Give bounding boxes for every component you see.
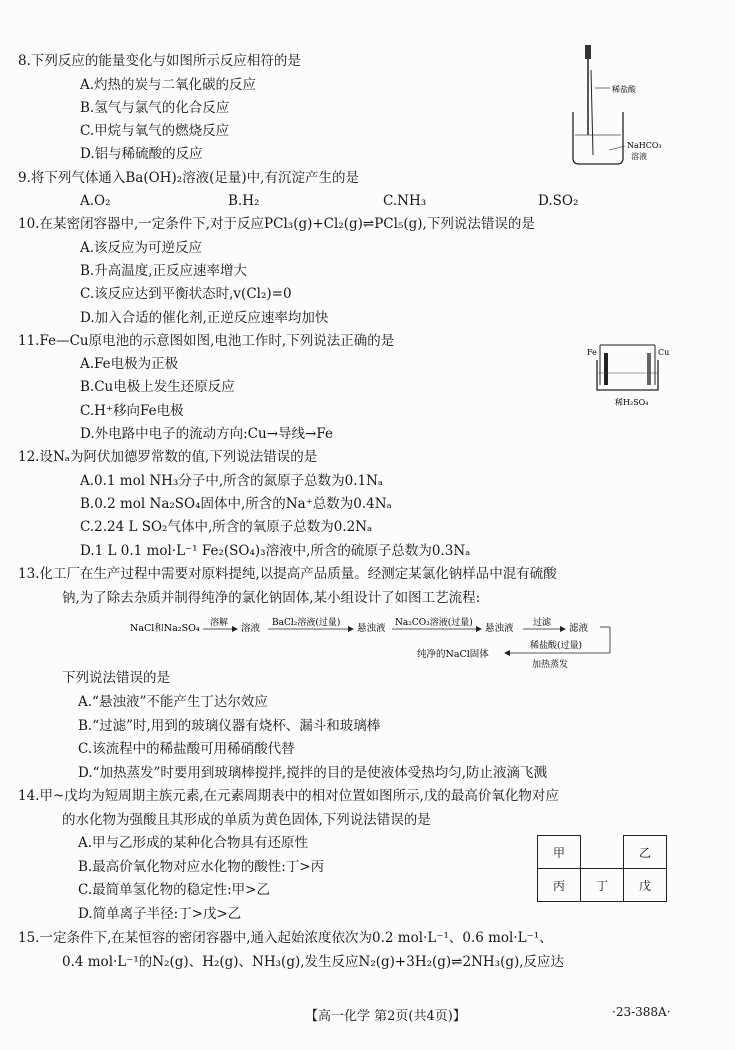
flow-step2-label: BaCl₂溶液(过量) bbox=[272, 618, 341, 628]
flow-arrowhead-2 bbox=[348, 626, 354, 632]
q11-option-b: B.Cu电极上发生还原反应 bbox=[80, 379, 235, 395]
cu-electrode bbox=[647, 353, 651, 385]
q8-option-d: D.铝与稀硫酸的反应 bbox=[80, 146, 203, 162]
flow-node1: 溶液 bbox=[241, 623, 261, 634]
thermometer bbox=[591, 70, 593, 155]
fig-label-cu: Cu bbox=[658, 348, 670, 357]
q13-option-c: C.该流程中的稀盐酸可用稀硝酸代替 bbox=[78, 741, 295, 757]
q13-option-b: B.“过滤”时,用到的玻璃仪器有烧杯、漏斗和玻璃棒 bbox=[78, 718, 381, 734]
q11-option-d: D.外电路中电子的流动方向:Cu→导线→Fe bbox=[80, 426, 333, 442]
q12-option-c: C.2.24 L SO₂气体中,所含的氧原子总数为0.2Nₐ bbox=[80, 519, 373, 535]
fig-label-solution: 溶液 bbox=[631, 152, 647, 161]
q15-line1: 15.一定条件下,在某恒容的密闭容器中,通入起始浓度依次为0.2 mol·L⁻¹、0.6 mol·L⁻¹、 bbox=[18, 930, 553, 946]
q9-stem: 9.将下列气体通入Ba(OH)₂溶液(足量)中,有沉淀产生的是 bbox=[18, 170, 359, 186]
periodic-table-fragment bbox=[537, 835, 667, 902]
process-flow-diagram bbox=[130, 615, 630, 670]
paper-code: ·23-388A· bbox=[612, 1005, 671, 1019]
cell-empty bbox=[581, 836, 624, 869]
dropper-bulb bbox=[585, 45, 591, 59]
beaker-dropper-figure bbox=[565, 40, 675, 170]
fe-electrode bbox=[604, 353, 608, 385]
q14-option-c: C.最简单氢化物的稳定性:甲>乙 bbox=[78, 882, 270, 898]
flow-arrowhead-3 bbox=[476, 626, 482, 632]
cell-ding: 丁 bbox=[581, 869, 624, 902]
fig-label-acid: 稀盐酸 bbox=[612, 85, 636, 94]
cell-yi: 乙 bbox=[624, 836, 667, 869]
flow-start: NaCl和Na₂SO₄ bbox=[130, 623, 200, 634]
q9-option-a: A.O₂ bbox=[80, 193, 111, 209]
q10-option-d: D.加入合适的催化剂,正逆反应速率均加快 bbox=[80, 310, 329, 326]
flow-node3: 悬浊液 bbox=[485, 623, 514, 634]
cell-bing: 丙 bbox=[538, 869, 581, 902]
flow-arrowhead-1 bbox=[232, 626, 238, 632]
q14-option-d: D.简单离子半径:丁>戊>乙 bbox=[78, 906, 242, 922]
q14-option-b: B.最高价氧化物对应水化物的酸性:丁>丙 bbox=[78, 859, 325, 875]
q10-option-c: C.该反应达到平衡状态时,v(Cl₂)=0 bbox=[80, 286, 292, 302]
flow-end: 纯净的NaCl固体 bbox=[417, 649, 489, 660]
q8-option-c: C.甲烷与氧气的燃烧反应 bbox=[80, 123, 230, 139]
q14-option-a: A.甲与乙形成的某种化合物具有还原性 bbox=[78, 835, 309, 851]
q9-option-d: D.SO₂ bbox=[538, 193, 579, 209]
q12-stem: 12.设Nₐ为阿伏加德罗常数的值,下列说法错误的是 bbox=[18, 449, 318, 465]
cell-wu: 戊 bbox=[624, 869, 667, 902]
q8-option-b: B.氢气与氯气的化合反应 bbox=[80, 100, 230, 116]
beaker bbox=[573, 112, 623, 164]
q13-sub-stem: 下列说法错误的是 bbox=[62, 670, 170, 686]
q11-option-a: A.Fe电极为正极 bbox=[80, 356, 179, 372]
q13-stem-line2: 钠,为了除去杂质并制得纯净的氯化钠固体,某小组设计了如图工艺流程: bbox=[62, 590, 481, 606]
fig-label-acid: 稀H₂SO₄ bbox=[615, 398, 649, 407]
q15-line2: 0.4 mol·L⁻¹的N₂(g)、H₂(g)、NH₃(g),发生反应N₂(g)+3H₂(g)⇌2NH₃(g),反应达 bbox=[62, 954, 565, 970]
q10-option-a: A.该反应为可逆反应 bbox=[80, 240, 203, 256]
q13-option-a: A.“悬浊液”不能产生丁达尔效应 bbox=[78, 694, 268, 710]
flow-step5-label: 稀盐酸(过量) bbox=[530, 641, 583, 651]
q12-option-a: A.0.1 mol NH₃分子中,所含的氮原子总数为0.1Nₐ bbox=[80, 473, 384, 489]
flow-arrowhead-5 bbox=[504, 650, 510, 656]
flow-node2: 悬浊液 bbox=[357, 623, 386, 634]
q8-option-a: A.灼热的炭与二氧化碳的反应 bbox=[80, 77, 257, 93]
q13-option-d: D.“加热蒸发”时要用到玻璃棒搅拌,搅拌的目的是使液体受热均匀,防止液滴飞溅 bbox=[78, 765, 548, 781]
q11-option-c: C.H⁺移向Fe电极 bbox=[80, 403, 184, 419]
q14-stem-line1: 14.甲~戊均为短周期主族元素,在元素周期表中的相对位置如图所示,戊的最高价氧化物对应 bbox=[18, 788, 559, 804]
flow-step1-label: 溶解 bbox=[210, 618, 229, 628]
q9-option-c: C.NH₃ bbox=[383, 193, 427, 209]
flow-step4-label: 过滤 bbox=[533, 618, 552, 628]
cell-jia: 甲 bbox=[538, 836, 581, 869]
page-footer: 【高一化学 第2页(共4页)】 bbox=[305, 1009, 466, 1024]
q8-stem: 8.下列反应的能量变化与如图所示反应相符的是 bbox=[18, 53, 301, 69]
flow-arrowhead-4 bbox=[560, 626, 566, 632]
q12-option-d: D.1 L 0.1 mol·L⁻¹ Fe₂(SO₄)₃溶液中,所含的硫原子总数为0.3Nₐ bbox=[80, 543, 471, 559]
q10-stem: 10.在某密闭容器中,一定条件下,对于反应PCl₃(g)+Cl₂(g)⇌PCl₅(g),下列说法错误的是 bbox=[18, 216, 535, 232]
q11-stem: 11.Fe—Cu原电池的示意图如图,电池工作时,下列说法正确的是 bbox=[18, 333, 395, 349]
flow-step3-label: Na₂CO₃溶液(过量) bbox=[395, 618, 473, 628]
flow-node4: 滤液 bbox=[569, 623, 589, 634]
q12-option-b: B.0.2 mol Na₂SO₄固体中,所含的Na⁺总数为0.4Nₐ bbox=[80, 496, 392, 512]
q9-option-b: B.H₂ bbox=[228, 193, 260, 209]
fig-label-nahco3: NaHCO₃ bbox=[627, 141, 662, 150]
q10-option-b: B.升高温度,正反应速率增大 bbox=[80, 263, 248, 279]
q13-stem-line1: 13.化工厂在生产过程中需要对原料提纯,以提高产品质量。经测定某氯化钠样品中混有硫酸 bbox=[18, 566, 557, 582]
q14-stem-line2: 的水化物为强酸且其形成的单质为黄色固体,下列说法错误的是 bbox=[62, 812, 431, 828]
fig-label-fe: Fe bbox=[587, 348, 597, 357]
flow-step6-label: 加热蒸发 bbox=[532, 660, 569, 670]
galvanic-cell-figure bbox=[585, 335, 675, 410]
